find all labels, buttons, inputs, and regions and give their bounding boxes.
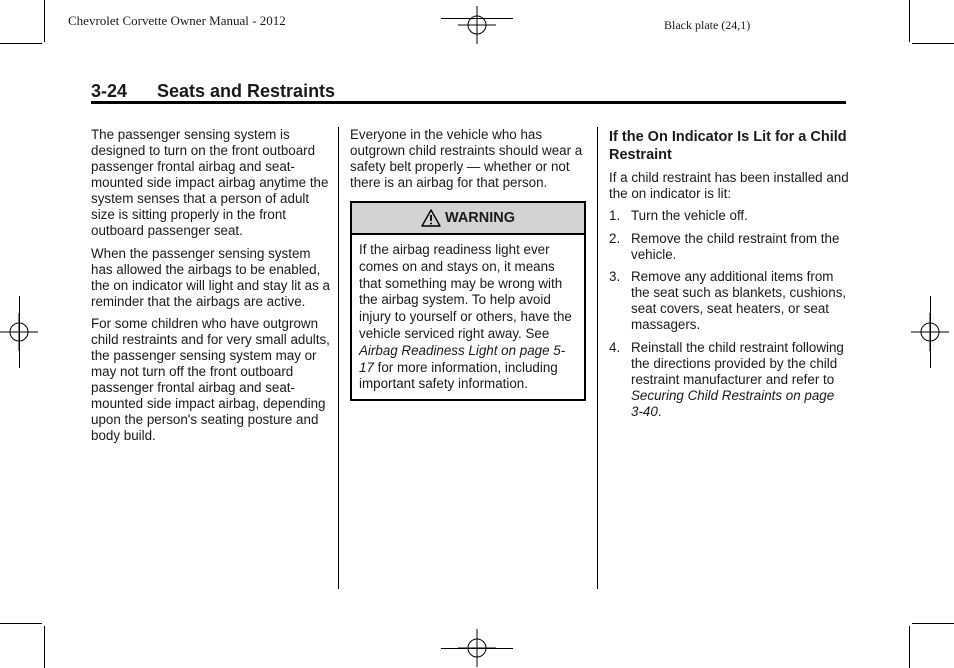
warning-triangle-icon	[421, 209, 441, 227]
step-text-part: Reinstall the child restraint following the directions provided by the child restraint manufacturer and refer to	[631, 339, 844, 387]
column-divider	[338, 127, 339, 589]
list-item	[609, 231, 849, 263]
manual-title: Chevrolet Corvette Owner Manual - 2012	[68, 13, 286, 28]
step-text: Turn the vehicle off.	[631, 208, 748, 223]
cross-reference-link[interactable]: Securing Child Restraints on page 3-40	[631, 387, 835, 419]
list-item	[609, 340, 849, 420]
paragraph: Everyone in the vehicle who has outgrown child restraints should wear a safety belt properly — whether or not there is an airbag for that person.	[350, 127, 583, 190]
list-item	[609, 208, 849, 224]
crop-mark	[909, 626, 910, 668]
crop-mark	[0, 623, 42, 624]
warning-box	[350, 201, 586, 401]
registration-mark-icon	[458, 629, 496, 667]
paragraph: If a child restraint has been installed and the on indicator is lit:	[609, 170, 849, 201]
step-text	[631, 340, 849, 420]
step-number: 4.	[609, 339, 621, 355]
step-number: 2.	[609, 230, 621, 246]
page-number: 3-24	[91, 81, 128, 101]
warning-text-part: for more information, including important safety information.	[359, 359, 558, 392]
cross-reference-link[interactable]: Airbag Readiness Light on page 5-17	[359, 342, 566, 375]
registration-mark-icon	[458, 6, 496, 44]
column-1	[91, 127, 331, 451]
warning-header	[352, 203, 584, 235]
section-title: Seats and Restraints	[157, 81, 336, 101]
crop-mark	[909, 0, 910, 42]
crop-mark	[0, 43, 42, 44]
section-heading	[91, 81, 335, 102]
step-number: 3.	[609, 269, 621, 284]
warning-text	[352, 235, 584, 399]
column-3	[609, 128, 849, 426]
column-divider	[597, 127, 598, 589]
crop-mark	[44, 0, 45, 42]
step-number: 1.	[609, 208, 621, 223]
paragraph: The passenger sensing system is designed to turn on the front outboard passenger frontal airbag and seat-mounted side impact airbag anytime the system senses that a person of adult size is sitting properly in the front outboard passenger seat.	[91, 127, 329, 238]
step-text-part: .	[657, 403, 662, 419]
paragraph: For some children who have outgrown child restraints and for very small adults, the passenger sensing system may or may not turn off the front outboard passenger frontal airbag and seat-mounted side impact airbag, depending upon the person's seating posture and body build.	[91, 316, 330, 443]
steps-list	[609, 208, 849, 420]
registration-mark-icon	[911, 313, 949, 351]
crop-mark	[912, 43, 954, 44]
step-text: Remove the child restraint from the vehicle.	[631, 230, 840, 262]
plate-label: Black plate (24,1)	[664, 18, 751, 32]
crop-mark	[912, 623, 954, 624]
column-2	[350, 127, 586, 401]
step-text: Remove any additional items from the seat such as blankets, cushions, seat covers, seat heaters, or seat massagers.	[631, 269, 847, 332]
heading-rule	[91, 101, 846, 104]
crop-mark	[44, 626, 45, 668]
warning-text-part: If the airbag readiness light ever comes on and stays on, it means that something may be wrong with the airbag system. To help avoid injury to yourself or others, have the vehicle serviced right away. See	[359, 242, 572, 341]
registration-mark-icon	[0, 313, 38, 351]
warning-label: WARNING	[444, 210, 516, 226]
paragraph: When the passenger sensing system has allowed the airbags to be enabled, the on indicator will light and stay lit as a reminder that the airbags are active.	[91, 245, 330, 309]
subsection-heading: If the On Indicator Is Lit for a Child Restraint	[609, 129, 847, 163]
list-item	[609, 269, 849, 333]
